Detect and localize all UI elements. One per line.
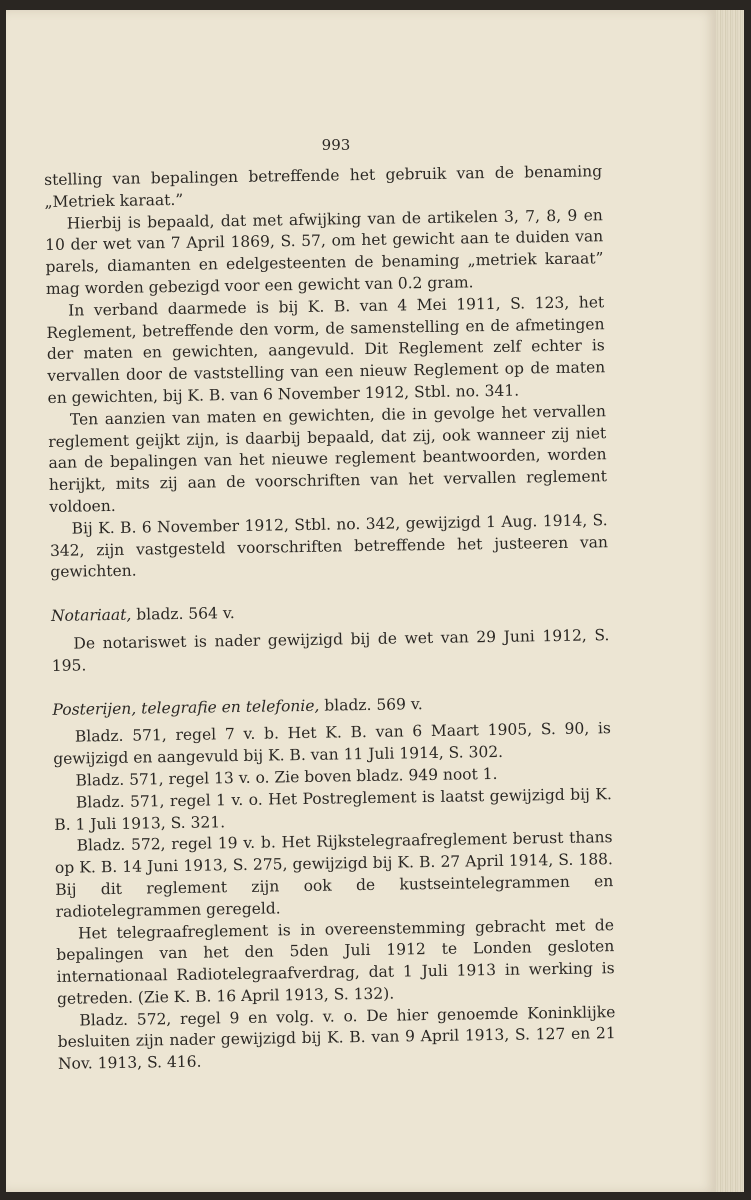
paragraph: Bladz. 571, regel 1 v. o. Het Postreglement is laatst gewijzigd bij K. B. 1 Juli 1913, S. 321. bbox=[54, 784, 613, 834]
paragraph: stelling van bepalingen betreffende het gebruik van de benaming „Metriek karaat.” bbox=[44, 162, 603, 211]
paragraph: Hierbij is bepaald, dat met afwijking van de artikelen 3, 7, 8, 9 en 10 der wet van 7 April 1869, S. 57, om het gewicht aan te duiden van parels, diamanten en edelgesteenten de benaming „metriek karaat” mag worden gebezigd voor een gewicht van 0.2 gram. bbox=[45, 205, 604, 298]
body-text bbox=[44, 161, 616, 1076]
paragraph: Bij K. B. 6 November 1912, Stbl. no. 342, gewijzigd 1 Aug. 1914, S. 342, zijn vastgesteld voorschriften betreffende het justeeren van gewichten. bbox=[49, 510, 609, 582]
section-heading-posterijen bbox=[52, 691, 610, 722]
paragraph: Bladz. 571, regel 7 v. b. Het K. B. van 6 Maart 1905, S. 90, is gewijzigd en aangevuld bij K. B. van 11 Juli 1914, S. 302. bbox=[53, 719, 611, 769]
section-title: Posterijen, telegrafie en telefonie, bbox=[52, 696, 320, 719]
paragraph: Bladz. 571, regel 13 v. o. Zie boven bladz. 949 noot 1. bbox=[75, 764, 498, 790]
page-edge bbox=[716, 10, 744, 1192]
paragraph: Bladz. 572, regel 19 v. b. Het Rijkstelegraafreglement berust thans op K. B. 14 Juni 1913, S. 275, gewijzigd bij K. B. 27 April 1914, S. 188. Bij dit reglement zijn ook de kustseintelegrammen en radiotelegrammen geregeld. bbox=[54, 828, 614, 921]
paragraph: Het telegraafreglement is in overeenstemming gebracht met de bepalingen van het den 5den Juli 1912 te Londen gesloten internationaal Radiotelegraafverdrag, dat 1 Juli 1913 in werking is getreden. (Zie K. B. 16 April 1913, S. 132). bbox=[56, 915, 615, 1008]
paragraph: In verband daarmede is bij K. B. van 4 Mei 1911, S. 123, het Reglement, betreffende den vorm, de samenstelling en de afmetingen der maten en gewichten, aangevuld. Dit Reglement zelf echter is vervallen door de vaststelling van een nieuw Reglement op de maten en gewichten, bij K. B. van 6 November 1912, Stbl. no. 341. bbox=[46, 293, 606, 407]
paragraph: Ten aanzien van maten en gewichten, die in gevolge het vervallen reglement geijkt zijn, is daarbij bepaald, dat zij, ook wanneer zij niet aan de bepalingen van het nieuwe reglement beantwoorden, worden herijkt, mits zij aan de voorschriften van het vervallen reglement voldoen. bbox=[48, 401, 608, 516]
section-title: Notariaat, bbox=[50, 605, 132, 626]
section-heading-notariaat bbox=[51, 597, 609, 628]
section-ref: bladz. 569 v. bbox=[319, 694, 423, 715]
section-ref: bladz. 564 v. bbox=[131, 604, 235, 624]
page-number: 993 bbox=[321, 136, 351, 154]
paragraph: Bladz. 572, regel 9 en volg. v. o. De hier genoemde Koninklijke besluiten zijn nader gewijzigd bij K. B. van 9 April 1913, S. 127 en 21 Nov. 1913, S. 416. bbox=[57, 1002, 616, 1074]
book-page bbox=[6, 10, 716, 1192]
paragraph: De notariswet is nader gewijzigd bij de wet van 29 Juni 1912, S. 195. bbox=[51, 626, 610, 675]
